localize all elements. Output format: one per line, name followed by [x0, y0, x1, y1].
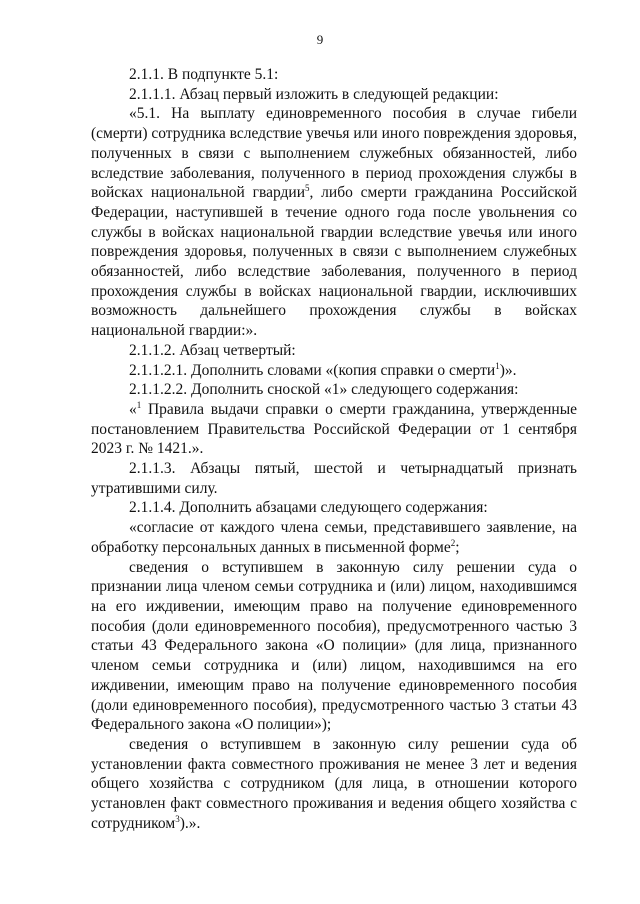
footnote-1-body: Правила выдачи справки о смерти гражданина, утвержденные постановлением Правительства Российской Федерации от 1 сентября 2023 г. № 1421.».	[91, 400, 577, 458]
paragraph-consent	[91, 518, 577, 557]
paragraph-2-1-1-1: 2.1.1.1. Абзац первый изложить в следующей редакции:	[129, 85, 499, 103]
paragraph-2-1-1-2-1-text-a: 2.1.1.2.1. Дополнить словами «(копия справки о смерти	[129, 361, 496, 379]
paragraph-court-cohabitation-text-a: сведения о вступившем в законную силу решении суда об установлении факта совместного проживания не менее 3 лет и ведения общего хозяйства с сотрудником (для лица, в отношении которого установлен факт совместного проживания и ведения общего хозяйства с сотрудником	[91, 735, 577, 832]
document-body	[91, 65, 577, 833]
footnote-ref-2: 2	[450, 537, 456, 548]
paragraph-2-1-1-2-1-text-b: )».	[499, 361, 517, 379]
footnote-ref-1: 1	[495, 360, 500, 371]
paragraph-5-1-text-a: «5.1. На выплату единовременного пособия в случае гибели (смерти) сотрудника вследствие увечья или иного повреждения здоровья, полученных в связи с выполнением служебных обязанностей, либо вследствие заболевания, полученного в период прохождения службы в войсках национальной гвардии	[91, 105, 577, 202]
paragraph-court-cohabitation	[91, 735, 577, 834]
paragraph-2-1-1-2-1	[91, 361, 577, 381]
page-number: 9	[316, 32, 324, 47]
footnote-mark-1: 1	[136, 399, 142, 410]
footnote-ref-3: 3	[175, 813, 180, 824]
paragraph-5-1-quote	[91, 104, 577, 340]
footnote-1-open-quote: «	[129, 400, 137, 418]
paragraph-consent-text-b: ;	[455, 538, 460, 556]
paragraph-court-cohabitation-text-b: ).».	[179, 814, 201, 832]
paragraph-2-1-1-3: 2.1.1.3. Абзацы пятый, шестой и четырнадцатый признать утратившими силу.	[91, 460, 577, 497]
footnote-1-text	[91, 400, 577, 459]
paragraph-5-1-text-b: , либо смерти гражданина Российской Федерации, наступившей в течение одного года после увольнения со службы в войсках национальной гвардии вследствие увечья или иного повреждения здоровья, полученных в связи с выполнением служебных обязанностей, либо вследствие заболевания, полученного в период прохождения службы в войсках национальной гвардии, исключивших возможность дальнейшего прохождения службы в войсках национальной гвардии:».	[91, 184, 578, 340]
paragraph-2-1-1-4: 2.1.1.4. Дополнить абзацами следующего содержания:	[129, 499, 488, 517]
paragraph-court-family: сведения о вступившем в законную силу решении суда о признании лица членом семьи сотрудника и (или) лицом, находившимся на его иждивении, имеющим право на получение единовременного пособия (доли единовременного пособия), предусмотренного частью 3 статьи 43 Федерального закона «О полиции» (для лица, признанного членом семьи сотрудника и (или) лицом, находившимся на его иждивении, имеющим право на получение единовременного пособия (доли единовременного пособия), предусмотренного частью 3 статьи 43 Федерального закона «О полиции»);	[91, 558, 577, 734]
paragraph-2-1-1-2-2: 2.1.1.2.2. Дополнить сноской «1» следующего содержания:	[129, 381, 519, 399]
paragraph-2-1-1-2: 2.1.1.2. Абзац четвертый:	[129, 341, 296, 359]
paragraph-consent-text-a: «согласие от каждого члена семьи, представившего заявление, на обработку персональных данных в письменной форме	[91, 519, 577, 556]
footnote-ref-5: 5	[305, 183, 310, 194]
paragraph-2-1-1: 2.1.1. В подпункте 5.1:	[129, 66, 279, 83]
